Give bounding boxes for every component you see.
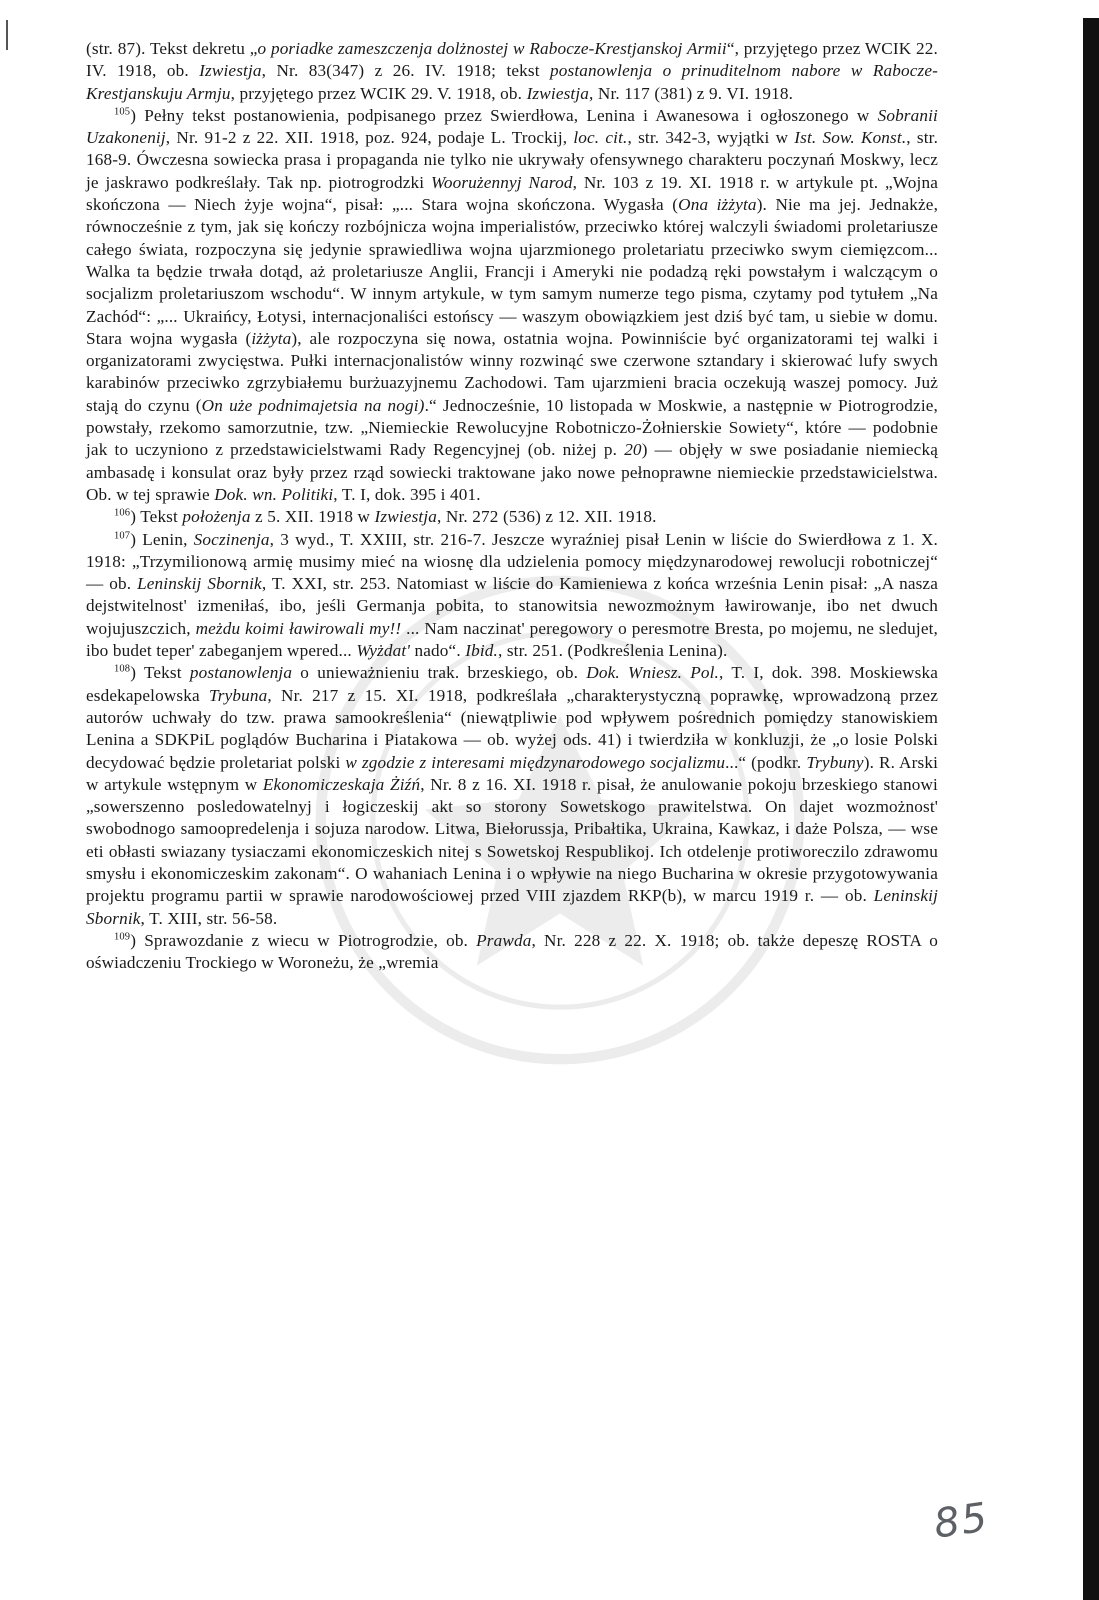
italic-citation: w zgodzie z interesami międzynarodowego socjalizmu <box>345 752 726 772</box>
text-run: , Nr. 8 z 16. XI. 1918 r. pisał, że anulowanie pokoju brzeskiego stanowi „sowerszenno posledowatelnyj i łogiczeskij akt so storony Sowetskogo prawitelstwa. On dajet wozmożnost' swobodnogo samoopredelenja i sojuza narodow. Litwa, Biełorussja, Pribałtika, Ukraina, Kawkaz, i daże Polsza, — wse eti obłasti swiazany tysiaczami ekonomiczeskich nitej s Sowetskoj Respublikoj. Ich otdelenje protiworeczilo zdrawomu smysłu i ekonomiczeskim zakonam“. O wahaniach Lenina i o wpływie na niego Bucharina w okresie przygotowywania projektu programu partii w sprawie narodowościowej przed VIII zjazdem RKP(b), w marcu 1919 r. — ob. <box>86 774 938 906</box>
text-run: z 5. XII. 1918 w <box>250 507 375 527</box>
italic-citation: Ekonomiczeskaja Żiźń <box>262 774 421 794</box>
italic-citation: Ibid. <box>465 641 498 661</box>
text-run: , T. I, dok. 395 i 401. <box>333 484 481 504</box>
italic-citation: położenja <box>182 507 251 527</box>
footnote-number: 106 <box>114 507 131 519</box>
italic-citation: Izwiestja <box>199 61 262 81</box>
footnote-paragraph <box>86 105 938 506</box>
italic-citation: Dok. Wniesz. Pol. <box>586 663 719 683</box>
text-run: “, przyjętego przez WCIK 22. IV. 1918, ob. <box>86 39 938 81</box>
italic-citation: loc. cit. <box>573 128 628 148</box>
italic-citation: Trybuny <box>806 752 864 772</box>
text-run: nado“. <box>410 641 466 661</box>
text-run: , str. 168-9. Ówczesna sowiecka prasa i propaganda nie tylko nie ukrywały ofensywnego charakteru poczynań Moskwy, lecz je jaskrawo podkreślały. Tak np. piotrogrodzki <box>86 128 939 192</box>
italic-citation: Woorużennyj Narod <box>430 172 573 192</box>
italic-citation: postanowlenja o prinuditelnom nabore w Rabocze-Krestjanskuju Armju <box>86 61 938 103</box>
footnote-paragraph <box>86 529 938 663</box>
italic-citation: Ona iżżyta <box>678 195 757 215</box>
text-run: ) — objęły w swe posiadanie niemiecką ambasadę i konsulat oraz były przez rząd sowiecki traktowane jako nowe pełnoprawne niemieckie przedstawicielstwa. Ob. w tej sprawie <box>86 440 938 504</box>
footnote-paragraph <box>86 662 938 930</box>
text-run: ) Pełny tekst postanowienia, podpisanego przez Swierdłowa, Lenina i Awanesowa i ogłoszonego w <box>130 105 878 125</box>
text-run: , Nr. 91-2 z 22. XII. 1918, poz. 924, podaje L. Trockij, <box>165 128 574 148</box>
italic-citation: o poriadke zameszczenja dolżnostej w Rabocze-Krestjanskoj Armii <box>257 39 727 58</box>
footnotes-page <box>86 38 938 974</box>
scan-edge-right <box>1083 18 1099 1600</box>
text-run: .“ Jednocześnie, 10 listopada w Moskwie, a następnie w Piotrogrodzie, powstały, rzekomo samorzutnie, tzw. „Niemieckie Rewolucyjne Robotniczo-Żołnierskie Sowiety“, które — podobnie jak to uczyniono z przedstawicielstwami Rady Regencyjnej (ob. niżej p. <box>86 395 938 460</box>
text-run: ), ale rozpoczyna się nowa, ostatnia wojna. Powinniście być organizatorami tej walki i organizatorami zwycięstwa. Pułki internacjonalistów winny rozwinąć swe czerwone sztandary i skierować lufy swych karabinów przeciwko zgrzybiałemu burżuazyjnemu Zachodowi. Tam ujarzmieni bracia oczekują waszej pomocy. Już stają do czynu ( <box>86 328 938 415</box>
italic-citation: Dok. wn. Politiki <box>214 484 334 504</box>
text-run: , Nr. 103 z 19. XI. 1918 r. w artykule pt. „Wojna skończona — Niech żyje wojna“, pisał: „... Stara wojna skończona. Wygasła ( <box>86 172 938 215</box>
italic-citation: Leninskij Sbornik <box>86 886 938 928</box>
text-run: , str. 342-3, wyjątki w <box>627 128 795 148</box>
footnote-number: 107 <box>114 529 131 541</box>
italic-citation: Prawda <box>476 930 532 950</box>
text-run: , 3 wyd., T. XXIII, str. 216-7. Jeszcze wyraźniej pisał Lenin w liście do Swierdłowa z 1. X. 1918: „Trzymilionową armię musimy mieć na wiosnę dla udzielenia pomocy międzynarodowej rewolucji robotniczej“ — ob. <box>86 529 938 594</box>
scan-edge-left <box>6 20 8 50</box>
text-run: , Nr. 83(347) z 26. IV. 1918; tekst <box>261 61 551 81</box>
text-run: , T. XIII, str. 56-58. <box>140 908 278 928</box>
footnote-paragraph <box>86 506 938 528</box>
text-run: , Nr. 272 (536) z 12. XII. 1918. <box>437 507 657 527</box>
italic-citation: Trybuna <box>209 685 268 705</box>
italic-citation: Leninskij Sbornik <box>137 574 262 594</box>
text-run: , Nr. 117 (381) z 9. VI. 1918. <box>589 83 794 103</box>
text-run: ...“ (podkr. <box>725 752 807 772</box>
text-run: ) Lenin, <box>130 529 194 549</box>
handwritten-page-number: 85 <box>931 1494 992 1548</box>
italic-citation: Soczinenja <box>193 529 270 549</box>
footnote-number: 109 <box>114 931 131 943</box>
text-run: ... Nam naczinat' peregowory o peresmotre Bresta, po mojemu, ne sledujet, ibo budet teper' zabeganjem wpered... <box>86 618 938 661</box>
italic-citation: iżżyta <box>251 328 292 348</box>
italic-citation: On uże podnimajetsia na nogi) <box>201 395 425 415</box>
italic-citation: Ist. Sow. Konst. <box>794 128 907 148</box>
text-run: ) Tekst <box>130 507 183 527</box>
text-run: , T. I, dok. 398. Moskiewska esdekapelowska <box>86 663 938 705</box>
italic-citation: Izwiestja <box>526 83 590 103</box>
text-run: , Nr. 217 z 15. XI. 1918, podkreślała „charakterystyczną poprawkę, wprowadzoną przez autorów uchwały do tzw. prawa samookreślenia“ (niewątpliwie pod wpływem pośrednich pomiędzy stanowiskiem Lenina a SDKPiL poglądów Bucharina i Piatakowa — ob. wyżej ods. 41) i twierdziła w konkluzji, że „o losie Polski decydować będzie proletariat polski <box>86 685 938 772</box>
text-run: ) Sprawozdanie z wiecu w Piotrogrodzie, ob. <box>130 930 477 950</box>
footnote-number: 108 <box>114 663 131 675</box>
italic-citation: meżdu koimi ławirowali my!! <box>195 618 402 638</box>
text-run: ). R. Arski w artykule wstępnym w <box>86 752 938 794</box>
italic-citation: Wyżdat' <box>356 641 411 661</box>
italic-citation: 20 <box>624 440 642 460</box>
text-run: o unieważnieniu trak. brzeskiego, ob. <box>292 663 587 683</box>
footnote-number: 105 <box>114 106 131 118</box>
text-run: , T. XXI, str. 253. Natomiast w liście do Kamieniewa z końca września Lenin pisał: „A nasza dejstwitelnost' izmeniłaś, ibo, jeśli Germanja pobita, to stanowitsia newozmożnym ławirowanje, ibo net dwuch wojujuszczich, <box>86 574 938 638</box>
text-run: , Nr. 228 z 22. X. 1918; ob. także depeszę ROSTA o oświadczeniu Trockiego w Woroneżu, że „wremia <box>86 930 938 973</box>
italic-citation: Izwiestja <box>374 507 438 527</box>
text-run: ). Nie ma jej. Jednakże, równocześnie z tym, jak się kończy rozbójnicza wojna imperialistów, przeciwko której walczyli świadomi proletariusze całego świata, rozpoczyna się jedynie sprawiedliwa wojna ujarzmionego proletariatu przeciwko swym ciemięzcom... Walka ta będzie trwała dotąd, aż proletariusze Anglii, Francji i Ameryki nie podadzą ręki powstałym i walczącym o socjalizm proletariuszom wschodu“. W innym artykule, w tym samym numerze tego pisma, czytamy pod tytułem „Na Zachód“: „... Ukraińcy, Łotysi, internacjonaliści estońscy — waszym obowiązkiem jest dziś być tam, u siebie w domu. Stara wojna wygasła ( <box>86 195 939 348</box>
italic-citation: Sobranii Uzakonenij <box>86 105 938 148</box>
text-run: , przyjętego przez WCIK 29. V. 1918, ob. <box>230 83 527 103</box>
italic-citation: postanowlenja <box>189 663 293 683</box>
footnote-paragraph <box>86 930 938 975</box>
text-run: (str. 87). Tekst dekretu „ <box>86 39 258 58</box>
text-run: , str. 251. (Podkreślenia Lenina). <box>497 641 728 661</box>
footnote-continuation <box>86 38 938 105</box>
text-run: ) Tekst <box>130 663 190 683</box>
